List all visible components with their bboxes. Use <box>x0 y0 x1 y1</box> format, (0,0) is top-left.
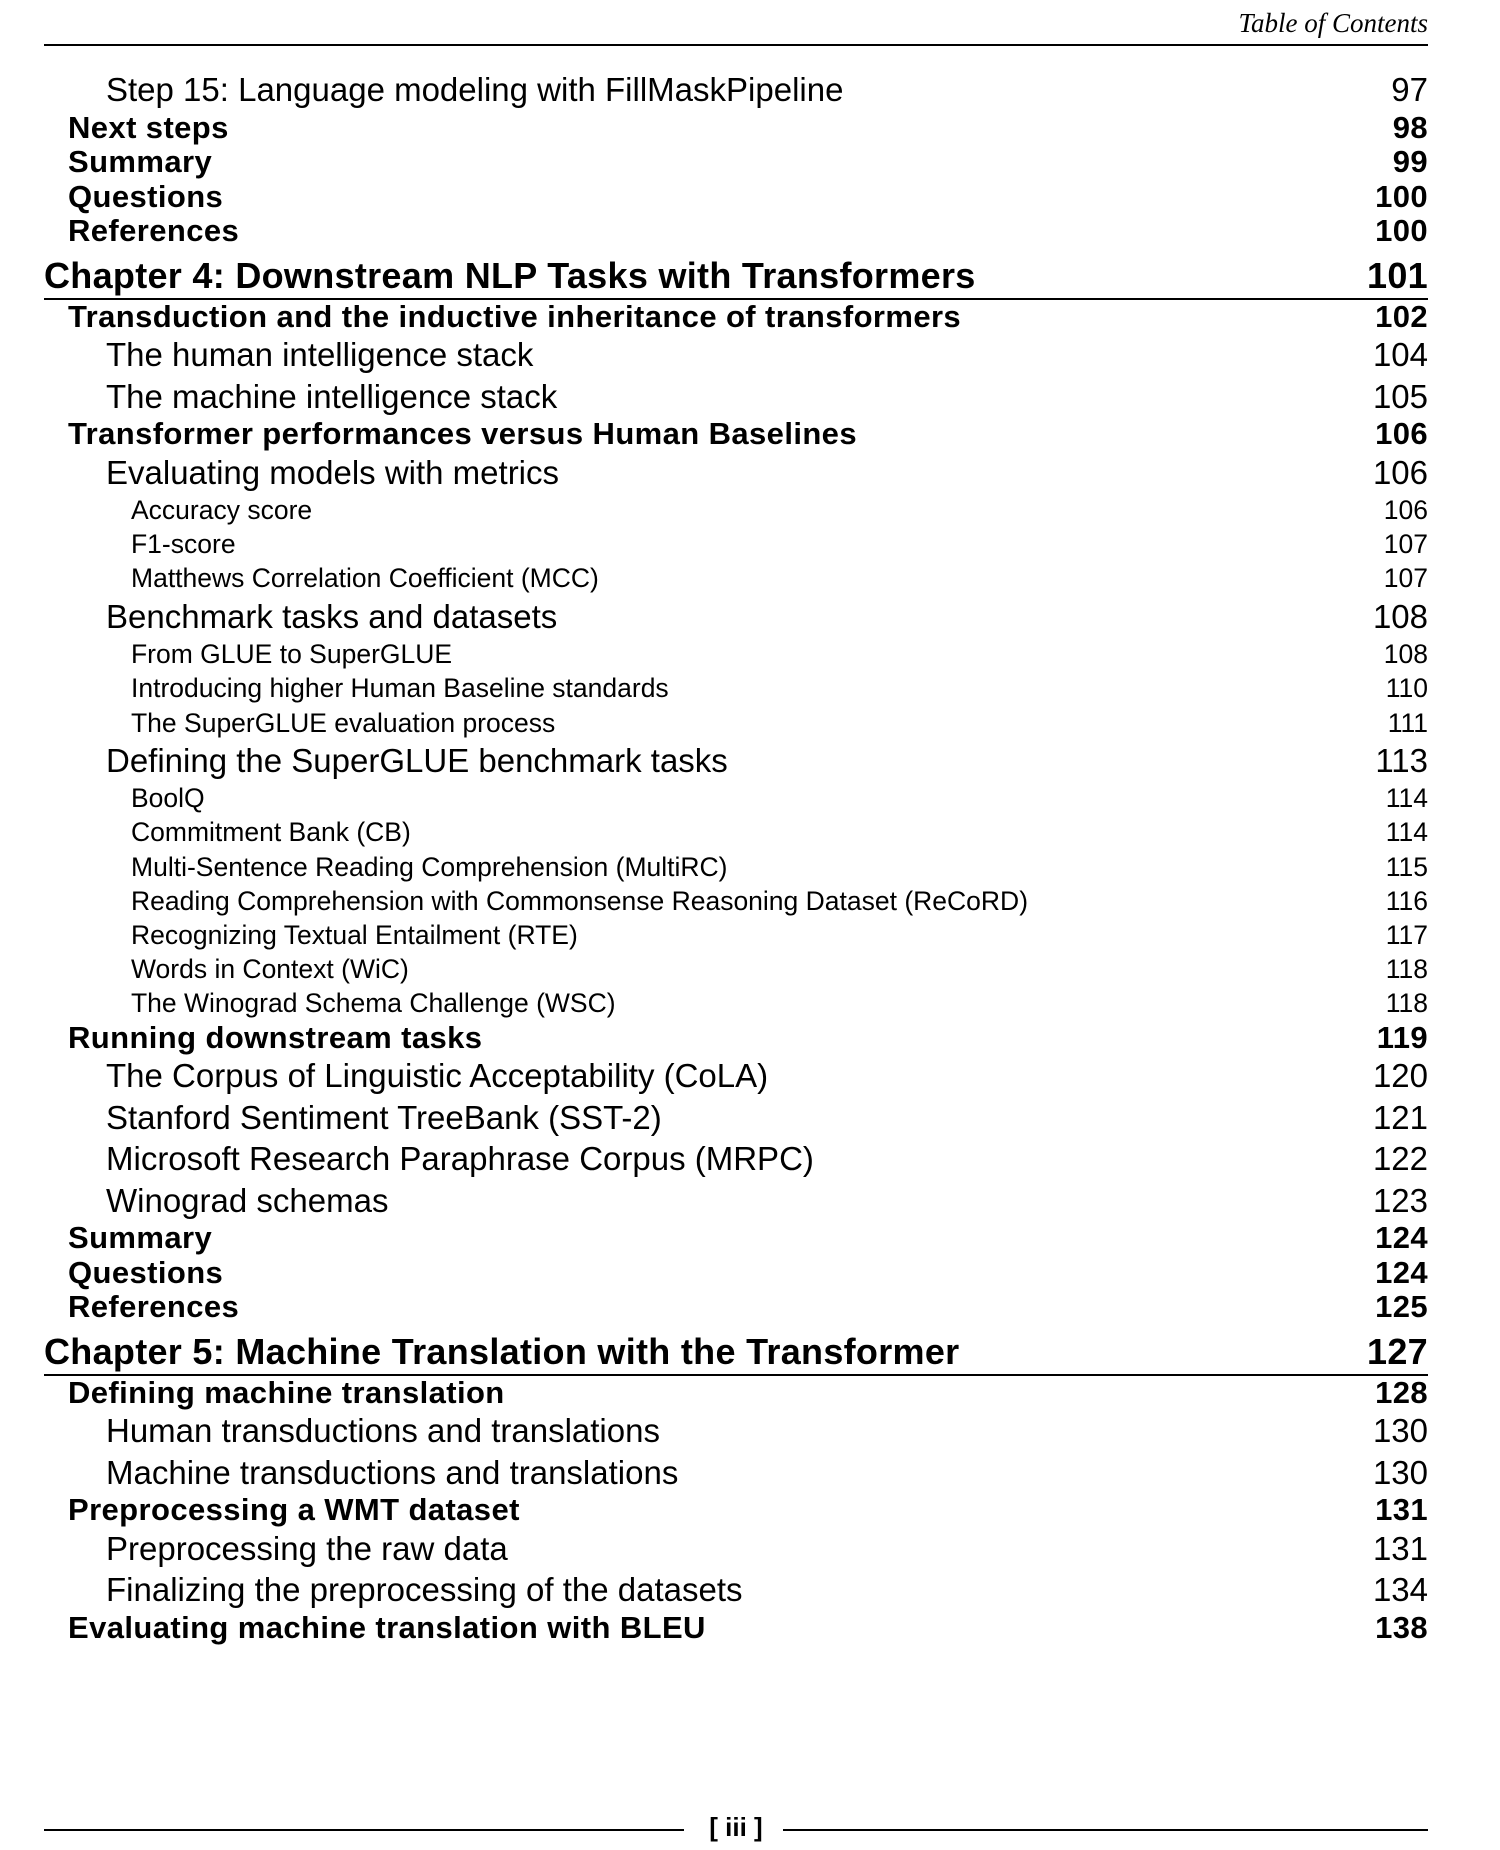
toc-entry-page: 102 <box>1375 298 1428 334</box>
toc-entry-page: 118 <box>1385 988 1428 1019</box>
toc-entry-title: The Corpus of Linguistic Acceptability (CoLA) <box>106 1057 769 1095</box>
toc-entry-page: 128 <box>1375 1374 1428 1410</box>
toc-entry-title: Summary <box>68 144 213 179</box>
toc-entry-page: 122 <box>1372 1140 1428 1178</box>
toc-entry-page: 100 <box>1375 213 1428 248</box>
toc-entry[interactable] <box>44 706 1428 740</box>
toc-entry-title: From GLUE to SuperGLUE <box>131 639 453 670</box>
page-footer <box>44 1812 1428 1848</box>
toc-entry-page: 106 <box>1372 453 1428 491</box>
toc-entry-title: References <box>68 1289 240 1325</box>
toc-entry-title: Winograd schemas <box>106 1181 389 1219</box>
toc-entry[interactable] <box>44 884 1428 918</box>
toc-entry-page: 107 <box>1383 529 1428 560</box>
toc-entry[interactable] <box>44 180 1428 215</box>
toc-chapter-entry[interactable] <box>44 254 1428 300</box>
toc-entry[interactable] <box>44 1528 1428 1570</box>
toc-entry-title: BoolQ <box>131 783 205 814</box>
toc-entry-page: 98 <box>1392 109 1428 145</box>
toc-entry[interactable] <box>44 417 1428 452</box>
toc-entry-page: 97 <box>1391 71 1428 108</box>
toc-entry-page: 99 <box>1392 144 1428 179</box>
toc-entry[interactable] <box>44 1290 1428 1325</box>
toc-entry-title: Recognizing Textual Entailment (RTE) <box>131 920 578 951</box>
toc-entry[interactable] <box>44 815 1428 849</box>
toc-entry[interactable] <box>44 376 1428 418</box>
toc-entry[interactable] <box>44 1410 1428 1452</box>
toc-entry-title: Chapter 5: Machine Translation with the Transformer <box>44 1330 960 1372</box>
toc-entry[interactable] <box>44 527 1428 561</box>
toc-entry[interactable] <box>44 918 1428 952</box>
toc-entry-title: Evaluating machine translation with BLEU <box>68 1609 706 1645</box>
toc-entry-page: 108 <box>1372 597 1428 635</box>
toc-entry-page: 113 <box>1375 741 1428 779</box>
toc-entry-title: Benchmark tasks and datasets <box>106 597 558 635</box>
toc-entry-page: 115 <box>1385 851 1428 882</box>
toc-entry[interactable] <box>44 1021 1428 1056</box>
toc-entry-title: Running downstream tasks <box>68 1019 483 1055</box>
toc-entry-title: Summary <box>68 1220 213 1256</box>
toc-entry[interactable] <box>44 300 1428 335</box>
toc-entry[interactable] <box>44 1180 1428 1222</box>
toc-entry-title: Defining the SuperGLUE benchmark tasks <box>106 741 728 779</box>
toc-entry-title: Evaluating models with metrics <box>106 453 560 491</box>
toc-entry-title: Introducing higher Human Baseline standards <box>131 673 669 704</box>
toc-entry-page: 100 <box>1375 178 1428 214</box>
page-number: [ iii ] <box>709 1812 763 1842</box>
toc-entry[interactable] <box>44 781 1428 815</box>
toc-entry-page: 134 <box>1372 1571 1428 1609</box>
toc-entry-page: 131 <box>1372 1529 1428 1567</box>
toc-entry-page: 119 <box>1376 1019 1428 1055</box>
toc-entry-page: 123 <box>1372 1181 1428 1219</box>
toc-entry[interactable] <box>44 1055 1428 1097</box>
running-head: Table of Contents <box>1238 8 1428 38</box>
toc-entry[interactable] <box>44 452 1428 494</box>
toc-entry[interactable] <box>44 1611 1428 1646</box>
toc-entry-title: References <box>68 213 240 248</box>
toc-entry-title: The human intelligence stack <box>106 336 534 373</box>
toc-entry[interactable] <box>44 69 1428 111</box>
toc-entry-page: 131 <box>1375 1492 1428 1528</box>
toc-entry-page: 120 <box>1372 1057 1428 1095</box>
toc-entry-title: Transformer performances versus Human Baselines <box>68 416 857 451</box>
toc-entry[interactable] <box>44 111 1428 146</box>
toc-entry[interactable] <box>44 1376 1428 1411</box>
toc-entry-page: 116 <box>1385 885 1428 916</box>
toc-entry-page: 114 <box>1385 817 1428 848</box>
toc-entry[interactable] <box>44 145 1428 180</box>
toc-entry-title: Commitment Bank (CB) <box>131 817 411 848</box>
toc-entry-title: The SuperGLUE evaluation process <box>131 707 556 738</box>
toc-entry-page: 105 <box>1372 377 1428 415</box>
toc-entry-title: Machine transductions and translations <box>106 1453 679 1491</box>
toc-entry[interactable] <box>44 637 1428 671</box>
toc-entry-title: Transduction and the inductive inheritance of transformers <box>68 298 962 334</box>
toc-entry-title: F1-score <box>131 529 236 560</box>
toc-entry-title: Preprocessing the raw data <box>106 1529 508 1567</box>
toc-entry-title: Stanford Sentiment TreeBank (SST-2) <box>106 1098 662 1136</box>
toc-entry[interactable] <box>44 1452 1428 1494</box>
toc-entry-page: 127 <box>1367 1330 1428 1372</box>
toc-entry-page: 125 <box>1375 1289 1428 1325</box>
toc-entry-title: Defining machine translation <box>68 1374 505 1410</box>
toc-entry-title: Finalizing the preprocessing of the datasets <box>106 1571 743 1609</box>
toc-entry-page: 130 <box>1372 1453 1428 1491</box>
toc-entry-title: Questions <box>68 1254 224 1290</box>
toc-entry[interactable] <box>44 1256 1428 1291</box>
toc-entry-title: Human transductions and translations <box>106 1412 660 1450</box>
toc-entry-page: 101 <box>1367 254 1428 296</box>
toc-entry-page: 138 <box>1375 1609 1428 1645</box>
toc-entry[interactable] <box>44 952 1428 986</box>
toc-entry[interactable] <box>44 1221 1428 1256</box>
toc-entry[interactable] <box>44 561 1428 595</box>
toc-entry[interactable] <box>44 334 1428 376</box>
toc-entry-page: 107 <box>1383 563 1428 594</box>
toc-entry-title: Multi-Sentence Reading Comprehension (MultiRC) <box>131 851 728 882</box>
toc-entry-page: 110 <box>1385 673 1428 704</box>
toc-entry-title: Step 15: Language modeling with FillMaskPipeline <box>106 71 844 108</box>
toc-entry-page: 114 <box>1385 783 1428 814</box>
toc-entry-title: Words in Context (WiC) <box>131 954 409 985</box>
toc-entry-title: Microsoft Research Paraphrase Corpus (MRPC) <box>106 1140 814 1178</box>
toc-entry[interactable] <box>44 596 1428 638</box>
toc-entry[interactable] <box>44 493 1428 527</box>
toc-entry-title: Next steps <box>68 109 229 145</box>
toc-entry-page: 111 <box>1387 707 1428 738</box>
toc-entry-page: 106 <box>1383 495 1428 525</box>
toc-entry-title: Reading Comprehension with Commonsense Reasoning Dataset (ReCoRD) <box>131 885 1029 916</box>
toc-entry-title: Questions <box>68 178 224 214</box>
toc-entry-title: The machine intelligence stack <box>106 377 558 415</box>
toc-entry-title: Accuracy score <box>131 495 313 525</box>
toc-entry[interactable] <box>44 1493 1428 1528</box>
toc-entry[interactable] <box>44 1097 1428 1139</box>
toc-entry[interactable] <box>44 740 1428 782</box>
toc-entry-page: 124 <box>1375 1220 1428 1256</box>
toc-entry-page: 104 <box>1372 336 1428 373</box>
toc-entry-page: 118 <box>1385 954 1428 985</box>
toc-chapter-entry[interactable] <box>44 1330 1428 1376</box>
toc-entry-page: 124 <box>1375 1254 1428 1290</box>
toc-entry-title: Preprocessing a WMT dataset <box>68 1492 520 1528</box>
header-rule <box>44 44 1428 46</box>
toc-entry[interactable] <box>44 986 1428 1020</box>
footer-rule-right <box>783 1829 1428 1831</box>
toc-entry[interactable] <box>44 214 1428 249</box>
toc-entry-title: The Winograd Schema Challenge (WSC) <box>131 988 616 1019</box>
table-of-contents <box>44 69 1428 1645</box>
toc-entry-page: 106 <box>1375 416 1428 451</box>
toc-entry[interactable] <box>44 1569 1428 1611</box>
toc-entry-page: 121 <box>1372 1098 1428 1136</box>
toc-entry-title: Chapter 4: Downstream NLP Tasks with Transformers <box>44 254 976 296</box>
toc-entry-title: Matthews Correlation Coefficient (MCC) <box>131 563 599 594</box>
toc-entry-page: 117 <box>1385 920 1428 951</box>
toc-entry[interactable] <box>44 850 1428 884</box>
toc-entry-page: 108 <box>1383 639 1428 670</box>
toc-entry[interactable] <box>44 1138 1428 1180</box>
toc-entry[interactable] <box>44 671 1428 705</box>
toc-entry-page: 130 <box>1372 1412 1428 1450</box>
